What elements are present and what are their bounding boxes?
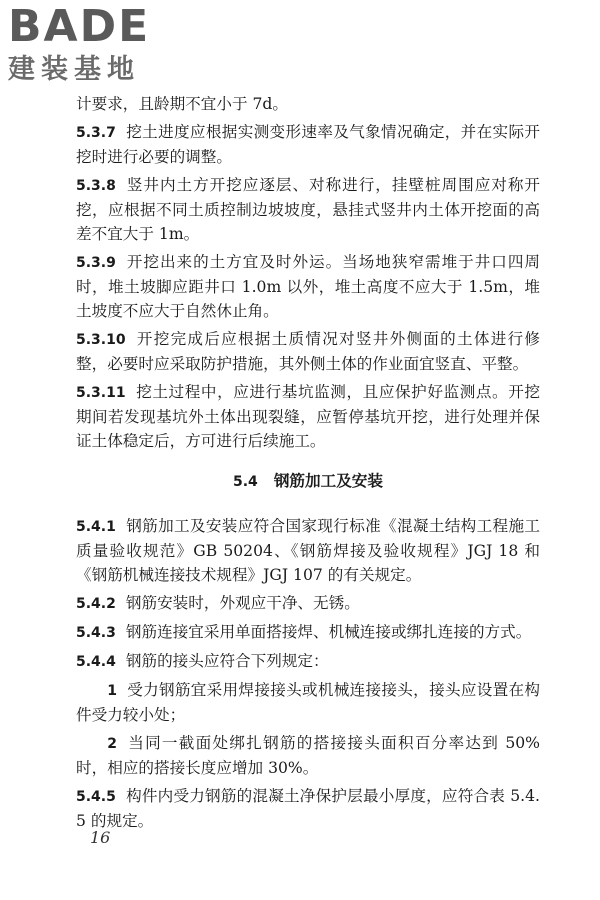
clause-text: 钢筋安装时，外观应干净、无锈。 — [125, 594, 360, 612]
clause-text: 竖井内土方开挖应逐层、对称进行，挂壁桩周围应对称开挖，应根据不同土质控制边坡坡度，悬挂式竖井内土体开挖面的高差不宜大于 1m。 — [76, 176, 540, 243]
section-heading — [76, 469, 540, 494]
clause-number: 5.4.5 — [76, 789, 116, 805]
clause-text: 钢筋连接宜采用单面搭接焊、机械连接或绑扎连接的方式。 — [125, 623, 532, 641]
clause-text: 开挖完成后应根据土质情况对竖井外侧面的土体进行修整，必要时应采取防护措施，其外侧土体的作业面宜竖直、平整。 — [76, 330, 540, 373]
clause-5-3-8 — [76, 173, 540, 246]
clause-text: 开挖出来的土方宜及时外运。当场地狭窄需堆于井口四周时，堆土坡脚应距井口 1.0m 以外，堆土高度不应大于 1.5m，堆土坡度不应大于自然休止角。 — [76, 253, 540, 320]
logo — [8, 1, 178, 90]
continuation-paragraph: 计要求，且龄期不宜小于 7d。 — [76, 95, 288, 113]
section-title: 钢筋加工及安装 — [273, 472, 383, 490]
item-text: 当同一截面处绑扎钢筋的搭接接头面积百分率达到 50% 时，相应的搭接长度应增加 30%。 — [76, 734, 540, 777]
clause-5-3-7 — [76, 120, 540, 169]
clause-5-4-1 — [76, 514, 540, 587]
clause-text: 钢筋的接头应符合下列规定： — [125, 652, 329, 670]
clause-5-4-3 — [76, 620, 540, 645]
item-text: 受力钢筋宜采用焊接接头或机械连接接头，接头应设置在构件受力较小处； — [76, 681, 540, 724]
clause-5-3-10 — [76, 327, 540, 376]
section-number: 5.4 — [233, 474, 258, 490]
clause-number: 5.3.7 — [76, 125, 116, 141]
clause-text: 挖土过程中，应进行基坑监测，且应保护好监测点。开挖期间若发现基坑外土体出现裂缝，应暂停基坑开挖，进行处理并保证土体稳定后，方可进行后续施工。 — [76, 383, 540, 450]
clause-5-3-11 — [76, 380, 540, 453]
clause-5-4-4 — [76, 649, 540, 674]
clause-text: 钢筋加工及安装应符合国家现行标准《混凝土结构工程施工质量验收规范》GB 50204、《钢筋焊接及验收规程》JGJ 18 和《钢筋机械连接技术规程》JGJ 107 的有关规定。 — [76, 517, 540, 584]
clause-text: 构件内受力钢筋的混凝土净保护层最小厚度，应符合表 5.4.5 的规定。 — [76, 787, 540, 830]
clause-number: 5.4.3 — [76, 625, 116, 641]
item-number: 1 — [107, 683, 117, 699]
clause-number: 5.3.11 — [76, 385, 126, 401]
clause-5-4-5 — [76, 784, 540, 833]
list-item — [76, 731, 540, 780]
clause-5-4-2 — [76, 591, 540, 616]
clause-number: 5.4.2 — [76, 596, 116, 612]
logo-brand: BADE — [8, 1, 151, 52]
clause-number: 5.4.1 — [76, 519, 116, 535]
clause-number: 5.3.8 — [76, 178, 116, 194]
list-item — [76, 678, 540, 727]
page-number: 16 — [90, 828, 111, 847]
logo-subtitle: 建装基地 — [8, 54, 140, 85]
clause-number: 5.3.9 — [76, 255, 116, 271]
item-number: 2 — [107, 736, 117, 752]
clause-5-3-9 — [76, 250, 540, 323]
clause-text: 挖土进度应根据实测变形速率及气象情况确定，并在实际开挖时进行必要的调整。 — [76, 123, 540, 166]
clause-number: 5.3.10 — [76, 332, 126, 348]
page-content — [76, 92, 540, 837]
clause-number: 5.4.4 — [76, 654, 116, 670]
